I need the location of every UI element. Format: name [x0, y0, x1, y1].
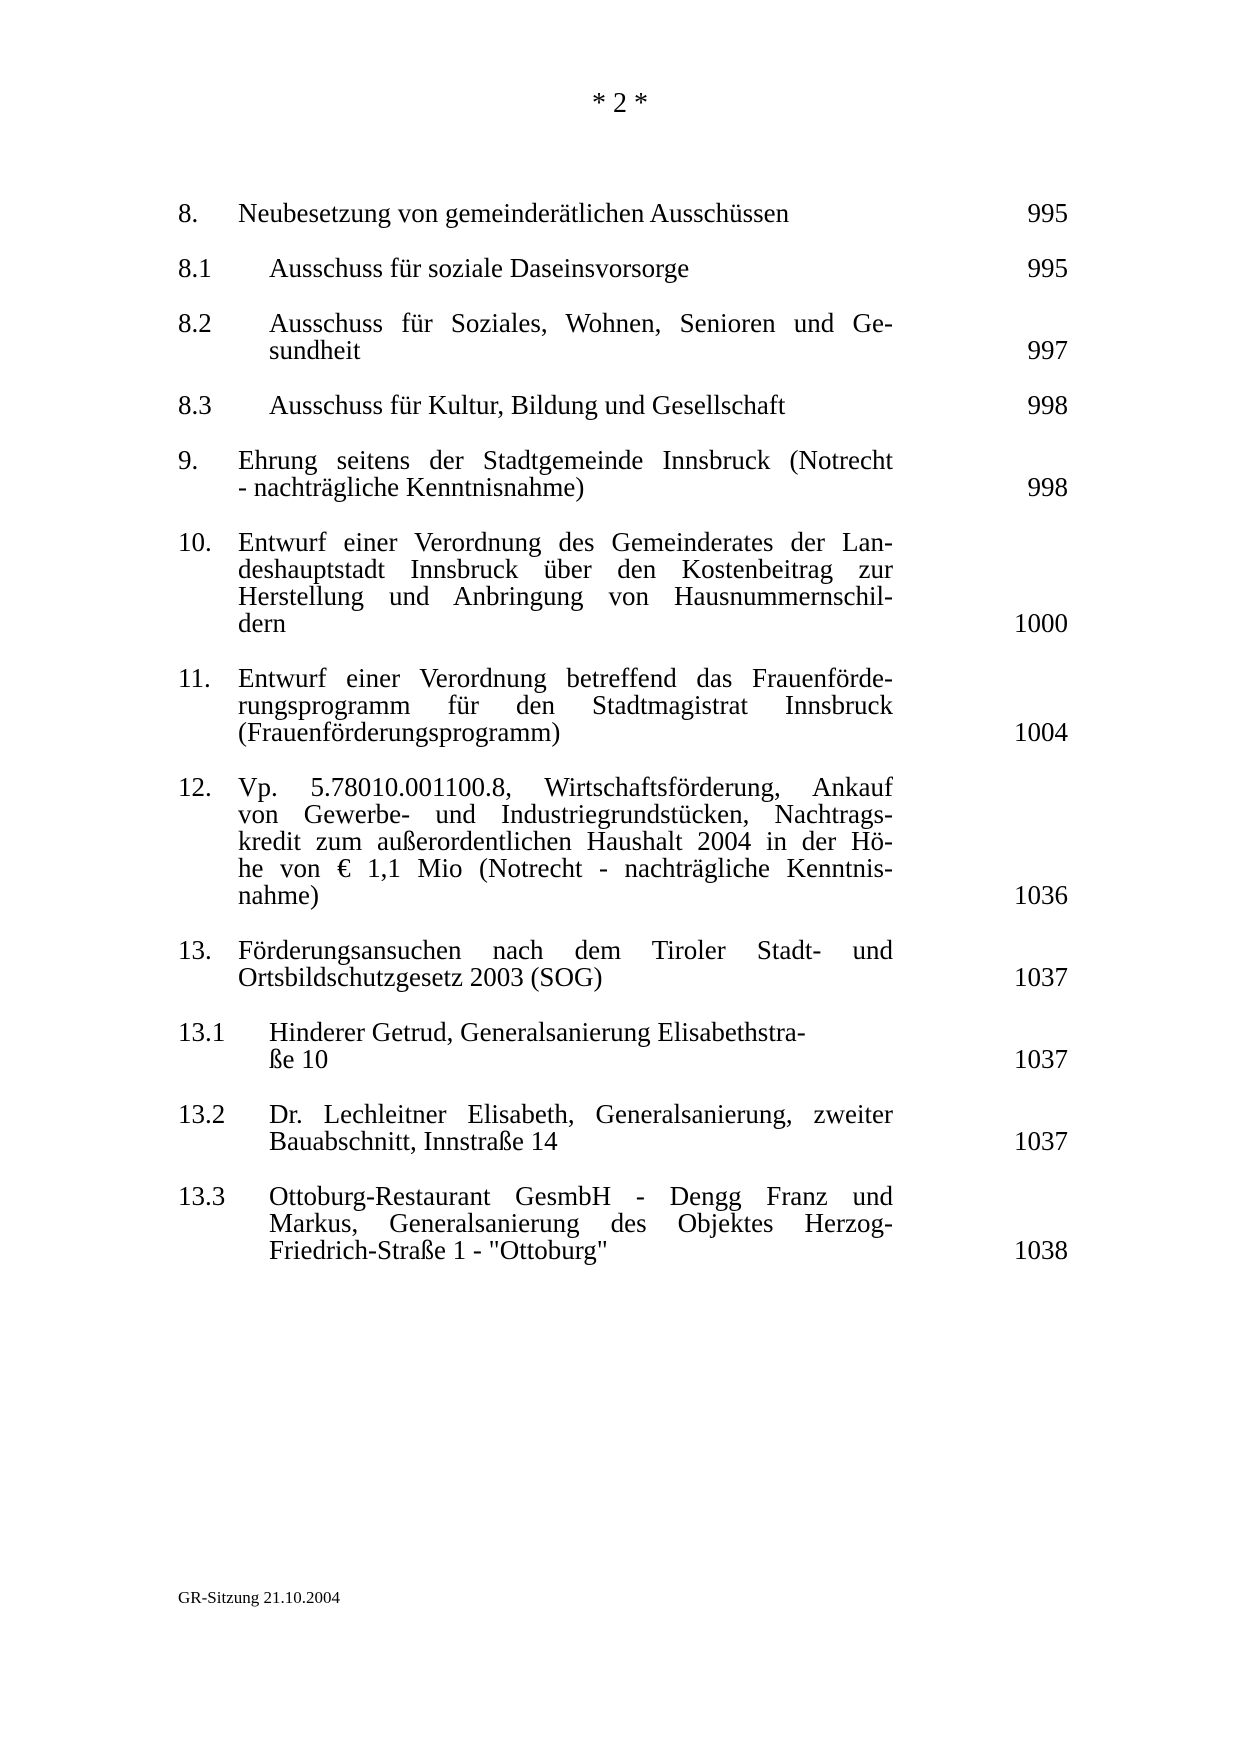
toc-entry-line: nahme): [238, 880, 319, 910]
toc-entry-title: [238, 529, 893, 637]
toc-entry-line: Entwurf einer Verordnung betreffend das Frauenförde-: [238, 663, 893, 693]
toc-entry-title: [269, 255, 893, 282]
toc-entry-page: 1037: [1014, 1126, 1068, 1156]
toc-entry-number: 10.: [178, 527, 212, 557]
toc-entry: [178, 774, 1068, 909]
toc-entry-line: Bauabschnitt, Innstraße 14: [269, 1126, 558, 1156]
toc-entry-number: 13.2: [178, 1099, 226, 1129]
toc-entry-line: dern: [238, 608, 286, 638]
toc-entry-page: 998: [1027, 390, 1068, 420]
toc-entry-line: Ausschuss für soziale Daseinsvorsorge: [269, 253, 690, 283]
toc-entry-page: 1036: [1014, 880, 1068, 910]
toc-entry-line: Ausschuss für Kultur, Bildung und Gesellschaft: [269, 390, 786, 420]
toc-entry-number: 13.3: [178, 1181, 226, 1211]
toc-entry-title: [238, 200, 893, 227]
toc-entry-page: 995: [1027, 253, 1068, 283]
toc-entry-line: Vp. 5.78010.001100.8, Wirtschaftsförderung, Ankauf: [238, 772, 893, 802]
toc-entry-line: Ausschuss für Soziales, Wohnen, Senioren und Ge-: [269, 308, 893, 338]
toc-entry-number: 13.1: [178, 1017, 226, 1047]
toc-entry-page: 1000: [1014, 608, 1068, 638]
toc-entry-line: Neubesetzung von gemeinderätlichen Ausschüssen: [238, 198, 790, 228]
toc-entry-line: Förderungsansuchen nach dem Tiroler Stadt- und: [238, 935, 893, 965]
toc-entry-page: 1038: [1014, 1235, 1068, 1265]
toc-entry-line: rungsprogramm für den Stadtmagistrat Innsbruck: [238, 690, 893, 720]
toc-entry-number: 8.: [178, 198, 199, 228]
toc-entry-page: 997: [1027, 335, 1068, 365]
toc-entry-page: 1037: [1014, 1044, 1068, 1074]
toc-entry-number: 9.: [178, 445, 199, 475]
toc-entry: [178, 937, 1068, 991]
toc-entry-line: sundheit: [269, 335, 361, 365]
toc-entry: [178, 200, 1068, 227]
toc-entry-line: kredit zum außerordentlichen Haushalt 2004 in der Hö-: [238, 826, 893, 856]
page-number: * 2 *: [592, 88, 648, 119]
toc-entry-line: he von € 1,1 Mio (Notrecht - nachträgliche Kenntnis-: [238, 853, 893, 883]
toc-entry-line: Ortsbildschutzgesetz 2003 (SOG): [238, 962, 603, 992]
toc-entry: [178, 1183, 1068, 1264]
toc-entry-line: Markus, Generalsanierung des Objektes Herzog-: [269, 1208, 893, 1238]
toc-entry: [178, 1019, 1068, 1073]
toc-entry: [178, 392, 1068, 419]
toc-entry-title: [238, 774, 893, 909]
toc-entry-line: Hinderer Getrud, Generalsanierung Elisabethstra-: [269, 1017, 806, 1047]
toc-entry: [178, 447, 1068, 501]
toc-entry-line: Friedrich-Straße 1 - "Ottoburg": [269, 1235, 608, 1265]
table-of-contents: [178, 200, 1068, 1292]
toc-entry-number: 8.2: [178, 308, 212, 338]
toc-entry-page: 998: [1027, 472, 1068, 502]
toc-entry-page: 1037: [1014, 962, 1068, 992]
toc-entry-number: 12.: [178, 772, 212, 802]
toc-entry-number: 13.: [178, 935, 212, 965]
toc-entry-line: Ottoburg-Restaurant GesmbH - Dengg Franz und: [269, 1181, 893, 1211]
toc-entry-line: (Frauenförderungsprogramm): [238, 717, 561, 747]
toc-entry-number: 11.: [178, 663, 211, 693]
toc-entry-number: 8.1: [178, 253, 212, 283]
toc-entry: [178, 665, 1068, 746]
toc-entry-line: Entwurf einer Verordnung des Gemeinderates der Lan-: [238, 527, 893, 557]
toc-entry-line: ße 10: [269, 1044, 329, 1074]
toc-entry-title: [269, 1183, 893, 1264]
toc-entry: [178, 255, 1068, 282]
toc-entry-line: Ehrung seitens der Stadtgemeinde Innsbruck (Notrecht: [238, 445, 893, 475]
toc-entry-title: [269, 392, 893, 419]
toc-entry: [178, 529, 1068, 637]
toc-entry-title: [269, 1101, 893, 1155]
toc-entry-line: von Gewerbe- und Industriegrundstücken, Nachtrags-: [238, 799, 893, 829]
toc-entry: [178, 1101, 1068, 1155]
toc-entry-title: [238, 665, 893, 746]
toc-entry-line: deshauptstadt Innsbruck über den Kostenbeitrag zur: [238, 554, 893, 584]
toc-entry-line: - nachträgliche Kenntnisnahme): [238, 472, 585, 502]
toc-entry-title: [238, 937, 893, 991]
toc-entry: [178, 310, 1068, 364]
toc-entry-title: [269, 310, 893, 364]
toc-entry-line: Herstellung und Anbringung von Hausnummernschil-: [238, 581, 893, 611]
toc-entry-line: Dr. Lechleitner Elisabeth, Generalsanierung, zweiter: [269, 1099, 893, 1129]
footer-session-date: GR-Sitzung 21.10.2004: [178, 1588, 340, 1607]
toc-entry-title: [269, 1019, 893, 1073]
toc-entry-page: 995: [1027, 198, 1068, 228]
toc-entry-page: 1004: [1014, 717, 1068, 747]
toc-entry-number: 8.3: [178, 390, 212, 420]
toc-entry-title: [238, 447, 893, 501]
